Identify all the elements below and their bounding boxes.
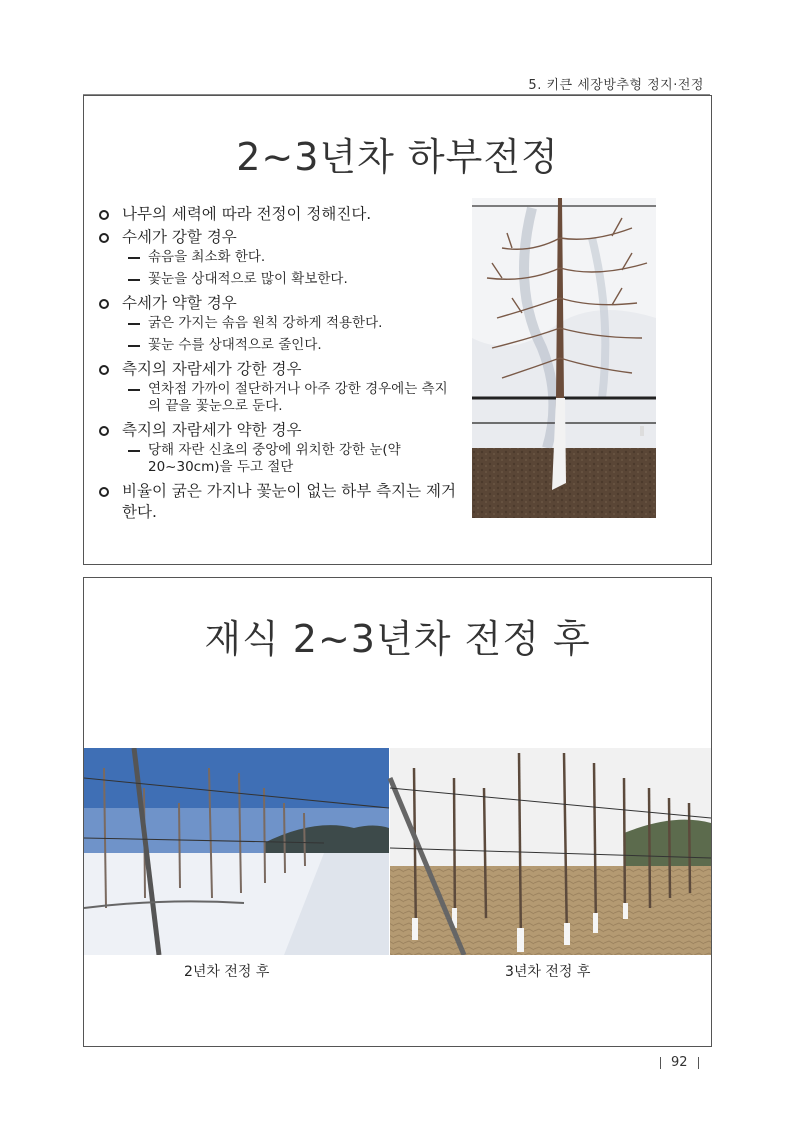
page-number (650, 1055, 709, 1070)
sub-item (122, 381, 458, 415)
bullet-list (96, 204, 458, 525)
bullet-text: 수세가 강할 경우 (122, 228, 237, 246)
bullet-item (96, 359, 458, 415)
bullet-item (96, 293, 458, 354)
orchard-year2-photo (84, 748, 389, 955)
bullet-item (96, 481, 458, 523)
sub-list (122, 315, 458, 354)
sub-item (122, 271, 458, 288)
sub-list (122, 381, 458, 415)
divider (660, 1057, 661, 1069)
chapter-header: 5. 키큰 세장방추형 정지·전정 (528, 78, 704, 93)
bullet-item (96, 420, 458, 476)
bullet-circle-icon (99, 426, 109, 436)
sub-text: 솎음을 최소화 한다. (148, 249, 266, 265)
bullet-circle-icon (99, 210, 109, 220)
slide-title: 재식 2~3년차 전정 후 (204, 617, 591, 661)
divider (698, 1057, 699, 1069)
bullet-text: 수세가 약할 경우 (122, 294, 237, 312)
slide-title: 2~3년차 하부전정 (236, 135, 559, 179)
sub-item (122, 337, 458, 354)
bullet-text: 비율이 굵은 가지나 꽃눈이 없는 하부 측지는 제거 한다. (122, 482, 456, 521)
bullet-circle-icon (99, 365, 109, 375)
orchard-year3-photo (390, 748, 711, 955)
dash-icon (128, 279, 140, 281)
dash-icon (128, 450, 140, 452)
dash-icon (128, 257, 140, 259)
dash-icon (128, 323, 140, 325)
slide-lower-pruning (83, 95, 712, 565)
caption-year3: 3년차 전정 후 (505, 964, 591, 980)
sub-item (122, 315, 458, 332)
page-number-text: 92 (671, 1055, 688, 1070)
bullet-circle-icon (99, 487, 109, 497)
orchard-photos (84, 748, 711, 955)
dash-icon (128, 389, 140, 391)
dash-icon (128, 345, 140, 347)
sub-text: 꽃눈을 상대적으로 많이 확보한다. (148, 271, 348, 287)
pruned-tree-photo (472, 198, 656, 518)
bullet-text: 측지의 자람세가 강한 경우 (122, 360, 302, 378)
sub-text: 연차점 가까이 절단하거나 아주 강한 경우에는 측지의 끝을 꽃눈으로 둔다. (148, 381, 448, 414)
caption-year2: 2년차 전정 후 (184, 964, 270, 980)
bullet-circle-icon (99, 299, 109, 309)
sub-item (122, 249, 458, 266)
bullet-text: 나무의 세력에 따라 전정이 정해진다. (122, 205, 372, 223)
sub-text: 꽃눈 수를 상대적으로 줄인다. (148, 337, 322, 353)
sub-text: 굵은 가지는 솎음 원칙 강하게 적용한다. (148, 315, 383, 331)
sub-list (122, 442, 458, 476)
sub-text: 당해 자란 신초의 중앙에 위치한 강한 눈(약20~30cm)을 두고 절단 (148, 442, 401, 475)
sub-list (122, 249, 458, 288)
bullet-circle-icon (99, 233, 109, 243)
bullet-item (96, 227, 458, 288)
slide-after-pruning (83, 577, 712, 1047)
sub-item (122, 442, 458, 476)
bullet-text: 측지의 자람세가 약한 경우 (122, 421, 302, 439)
bullet-item (96, 204, 458, 225)
